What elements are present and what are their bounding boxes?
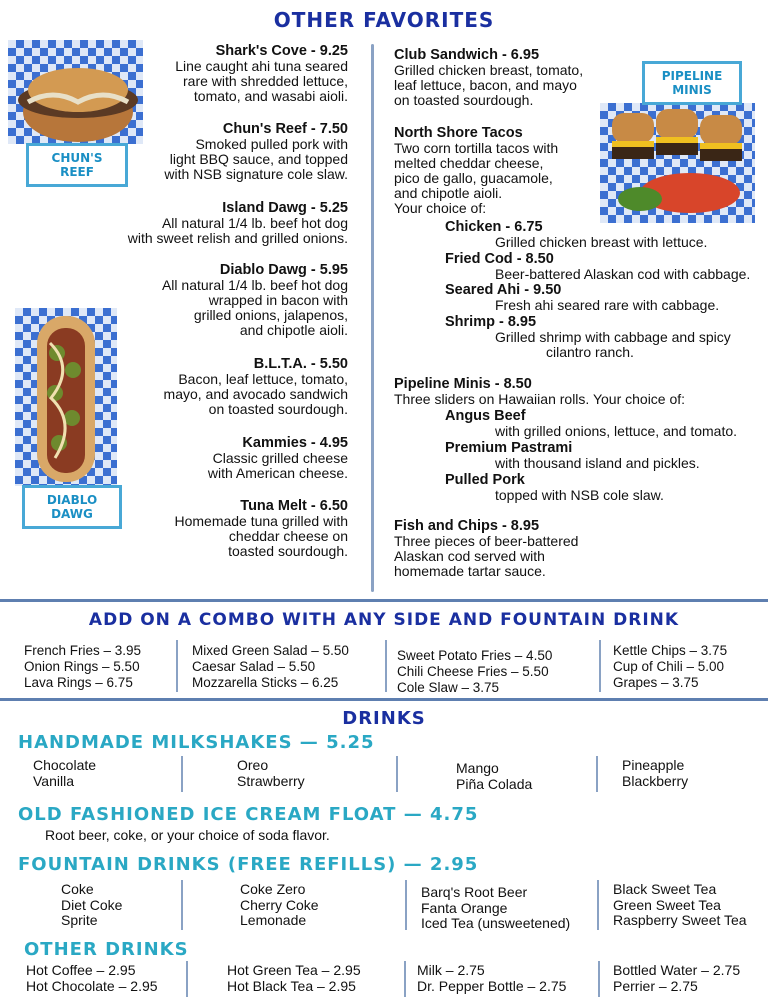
other-drinks-divider (598, 961, 600, 997)
item-title: Chun's Reef - 7.50 (222, 121, 348, 137)
milkshake-column (33, 758, 96, 789)
fountain-column (421, 885, 570, 932)
fountain-drink: Coke Zero (240, 881, 306, 897)
minis-option-pulled-pork (445, 473, 765, 503)
item-desc-line: cheddar cheese on (228, 528, 348, 544)
item-desc-line: wrapped in bacon with (208, 292, 348, 308)
fountain-heading: FOUNTAIN DRINKS (FREE REFILLS) — 2.95 (18, 854, 479, 875)
other-drink: Perrier – 2.75 (613, 977, 698, 994)
milkshake-divider (396, 756, 398, 792)
combo-side: Onion Rings – 5.50 (24, 659, 140, 674)
milkshake-column (622, 758, 688, 789)
menu-item-island-dawg (8, 201, 348, 246)
milkshake-flavor: Mango (456, 760, 499, 776)
fountain-drink: Black Sweet Tea (613, 881, 717, 897)
milkshake-column (456, 761, 532, 792)
item-desc-line: grilled onions, jalapenos, (193, 307, 348, 323)
option-name: Chicken - 6.75 (445, 219, 543, 235)
fountain-drink: Green Sweet Tea (613, 896, 721, 913)
fountain-drink: Cherry Coke (240, 896, 319, 913)
option-desc: Grilled chicken breast with lettuce. (495, 234, 708, 250)
item-desc-line: Homemade tuna grilled with (174, 513, 348, 529)
other-drink: Bottled Water – 2.75 (613, 962, 741, 978)
milkshakes-heading: HANDMADE MILKSHAKES — 5.25 (18, 732, 375, 753)
column-divider (371, 44, 374, 592)
option-name: Fried Cod - 8.50 (445, 251, 554, 267)
option-name: Angus Beef (445, 408, 526, 424)
fountain-drink: Raspberry Sweet Tea (613, 912, 747, 928)
item-desc-line: Grilled chicken breast, tomato, (394, 62, 584, 78)
item-title: Pipeline Minis - 8.50 (394, 376, 532, 392)
fountain-column (613, 882, 747, 929)
item-desc-line: All natural 1/4 lb. beef hot dog (161, 215, 348, 231)
other-drink: Hot Green Tea – 2.95 (227, 962, 361, 978)
menu-item-tuna-melt (8, 499, 348, 559)
other-drink: Hot Coffee – 2.95 (26, 962, 136, 978)
combo-column (397, 648, 597, 696)
item-desc-line: on toasted sourdough. (394, 92, 534, 108)
fountain-drink: Diet Coke (61, 896, 123, 913)
combo-title: ADD ON A COMBO WITH ANY SIDE AND FOUNTAIN DRINK (88, 610, 680, 630)
taco-option-shrimp (445, 315, 765, 360)
item-title: North Shore Tacos (394, 125, 523, 141)
chuns-reef-label: CHUN'S REEF (26, 143, 128, 187)
option-desc: topped with NSB cole slaw. (495, 487, 664, 503)
milkshake-flavor: Strawberry (237, 772, 305, 789)
item-desc-line: All natural 1/4 lb. beef hot dog (161, 277, 348, 293)
option-desc: Grilled shrimp with cabbage and spicy (495, 329, 731, 345)
milkshake-flavor: Piña Colada (456, 775, 533, 792)
option-desc: cilantro ranch. (546, 344, 634, 360)
minis-option-angus (445, 409, 765, 439)
item-desc-line: tomato, and wasabi aioli. (193, 88, 348, 104)
other-drink: Milk – 2.75 (417, 962, 485, 978)
menu-item-fish-and-chips (394, 519, 654, 579)
combo-side: Sweet Potato Fries – 4.50 (397, 648, 553, 663)
item-desc-line: mayo, and avocado sandwich (163, 386, 348, 402)
pipeline-minis-photo (600, 103, 755, 223)
item-desc-line: Classic grilled cheese (212, 450, 348, 466)
taco-option-fried-cod (445, 252, 765, 282)
page-title: OTHER FAVORITES (273, 8, 495, 32)
item-title: Diablo Dawg - 5.95 (219, 262, 348, 278)
fountain-drink: Coke (61, 881, 94, 897)
option-name: Seared Ahi - 9.50 (445, 282, 562, 298)
diablo-dawg-label: DIABLO DAWG (22, 485, 122, 529)
other-drinks-column (417, 963, 566, 994)
pipeline-minis-label: PIPELINE MINIS (642, 61, 742, 105)
menu-item-diablo-dawg (8, 263, 348, 338)
combo-side: Caesar Salad – 5.50 (192, 659, 316, 674)
other-drinks-heading: OTHER DRINKS (24, 939, 189, 960)
combo-side: Mozzarella Sticks – 6.25 (192, 675, 339, 690)
item-desc-line: Three sliders on Hawaiian rolls. Your choice of: (394, 391, 686, 407)
other-drinks-column (613, 963, 740, 994)
item-desc-line: and chipotle aioli. (239, 322, 348, 338)
combo-side: Lava Rings – 6.75 (24, 675, 133, 690)
drinks-title: DRINKS (342, 708, 426, 729)
item-desc-line: leaf lettuce, bacon, and mayo (394, 77, 577, 93)
fountain-divider (405, 880, 407, 930)
milkshake-flavor: Pineapple (622, 757, 685, 773)
item-desc-line: with sweet relish and grilled onions. (127, 230, 348, 246)
item-desc-line: light BBQ sauce, and topped (169, 151, 348, 167)
option-name: Premium Pastrami (445, 440, 573, 456)
other-drinks-divider (186, 961, 188, 997)
combo-column (24, 643, 184, 691)
fountain-column (240, 882, 319, 929)
item-desc-line: and chipotle aioli. (394, 185, 503, 201)
option-desc: with grilled onions, lettuce, and tomato. (495, 423, 738, 439)
milkshake-flavor: Chocolate (33, 757, 97, 773)
option-desc: Beer-battered Alaskan cod with cabbage. (495, 266, 751, 282)
combo-column (613, 643, 763, 691)
fountain-divider (597, 880, 599, 930)
item-desc-line: melted cheddar cheese, (394, 155, 544, 171)
milkshake-flavor: Oreo (237, 757, 269, 773)
item-desc-line: rare with shredded lettuce, (183, 73, 348, 89)
other-drink: Dr. Pepper Bottle – 2.75 (417, 977, 567, 994)
combo-divider (599, 640, 601, 692)
item-desc-line: Your choice of: (394, 200, 487, 216)
item-title: Fish and Chips - 8.95 (394, 518, 540, 534)
taco-option-chicken (445, 220, 765, 250)
option-name: Pulled Pork (445, 472, 525, 488)
other-drink: Hot Black Tea – 2.95 (227, 977, 356, 994)
fountain-drink: Barq's Root Beer (421, 884, 528, 900)
menu-item-kammies (8, 436, 348, 481)
fountain-drink: Sprite (61, 912, 98, 928)
item-desc-line: Line caught ahi tuna seared (175, 58, 348, 74)
float-description: Root beer, coke, or your choice of soda flavor. (45, 827, 330, 843)
item-desc-line: pico de gallo, guacamole, (394, 170, 553, 186)
item-desc-line: with NSB signature cole slaw. (164, 166, 348, 182)
menu-item-pipeline-minis (394, 377, 764, 407)
item-desc-line: Bacon, leaf lettuce, tomato, (178, 371, 348, 387)
combo-divider (176, 640, 178, 692)
option-name: Shrimp - 8.95 (445, 314, 537, 330)
combo-side: Grapes – 3.75 (613, 675, 699, 690)
combo-column (192, 643, 382, 691)
milkshake-flavor: Vanilla (33, 772, 74, 789)
item-title: Island Dawg - 5.25 (222, 200, 348, 216)
item-title: Kammies - 4.95 (242, 435, 348, 451)
combo-side: Chili Cheese Fries – 5.50 (397, 664, 549, 679)
fountain-drink: Lemonade (240, 912, 307, 928)
item-desc-line: with American cheese. (207, 465, 348, 481)
combo-top-rule (0, 599, 768, 602)
milkshake-column (237, 758, 305, 789)
item-title: B.L.T.A. - 5.50 (253, 356, 348, 372)
item-desc-line: Alaskan cod served with (394, 548, 545, 564)
fountain-column (61, 882, 122, 929)
minis-option-pastrami (445, 441, 765, 471)
option-desc: with thousand island and pickles. (495, 455, 700, 471)
menu-item-chuns-reef (8, 122, 348, 182)
combo-side: French Fries – 3.95 (24, 643, 142, 658)
item-title: Tuna Melt - 6.50 (240, 498, 348, 514)
other-drinks-divider (404, 961, 406, 997)
float-heading: OLD FASHIONED ICE CREAM FLOAT — 4.75 (18, 804, 479, 825)
menu-item-sharks-cove (8, 44, 348, 104)
combo-bottom-rule (0, 698, 768, 701)
item-title: Club Sandwich - 6.95 (394, 47, 540, 63)
item-desc-line: Three pieces of beer-battered (394, 533, 579, 549)
combo-divider (385, 640, 387, 692)
item-desc-line: Two corn tortilla tacos with (394, 140, 559, 156)
item-title: Shark's Cove - 9.25 (215, 43, 348, 59)
item-desc-line: homemade tartar sauce. (394, 563, 546, 579)
menu-item-north-shore-tacos (394, 126, 604, 216)
other-drink: Hot Chocolate – 2.95 (26, 977, 158, 994)
milkshake-divider (596, 756, 598, 792)
fountain-divider (181, 880, 183, 930)
menu-item-blta (8, 357, 348, 417)
item-desc-line: on toasted sourdough. (208, 401, 348, 417)
other-drinks-column (227, 963, 361, 994)
combo-side: Cole Slaw – 3.75 (397, 680, 500, 695)
item-desc-line: Smoked pulled pork with (195, 136, 348, 152)
option-desc: Fresh ahi seared rare with cabbage. (495, 297, 720, 313)
menu-item-club-sandwich (394, 48, 624, 108)
combo-side: Kettle Chips – 3.75 (613, 643, 728, 658)
milkshake-divider (181, 756, 183, 792)
item-desc-line: toasted sourdough. (228, 543, 348, 559)
fountain-drink: Fanta Orange (421, 899, 508, 916)
other-drinks-column (26, 963, 158, 994)
combo-side: Mixed Green Salad – 5.50 (192, 643, 349, 658)
combo-side: Cup of Chili – 5.00 (613, 659, 725, 674)
taco-option-seared-ahi (445, 283, 765, 313)
milkshake-flavor: Blackberry (622, 772, 689, 789)
fountain-drink: Iced Tea (unsweetened) (421, 915, 571, 931)
